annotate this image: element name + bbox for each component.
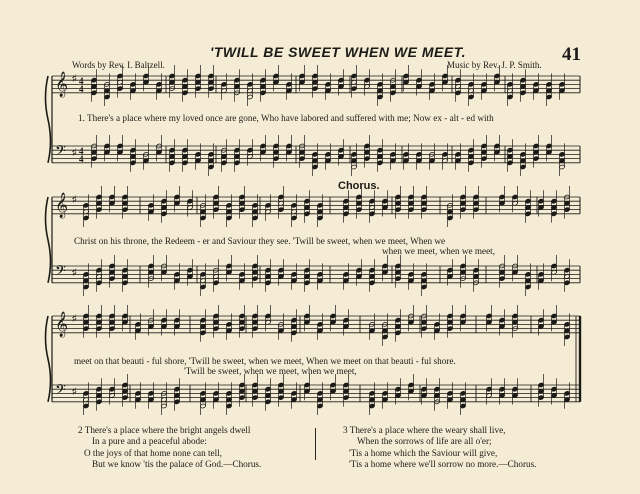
music-credit: Music by Rev. J. P. Smith. <box>447 60 542 70</box>
system-brace <box>46 197 51 283</box>
key-signature-sharp: ♯ <box>72 194 77 204</box>
bass-clef: 𝄢 <box>55 263 66 283</box>
lyrics-line-2: Christ on his throne, the Redeem - er and Saviour they see. 'Twill be sweet, when we meet, When we <box>74 236 446 246</box>
stanza-2-line: But we know 'tis the palace of God.—Chorus. <box>92 458 262 469</box>
system-brace <box>46 76 51 163</box>
stanza-3-line: 'Tis a home which the Saviour will give, <box>349 447 498 458</box>
time-signature-digit: 4 <box>79 154 84 164</box>
chorus-label: Chorus. <box>338 180 380 192</box>
stanza-3-line: When the sorrows of life are all o'er; <box>357 436 492 447</box>
time-signature-digit: 4 <box>79 146 84 156</box>
time-signature-digit: 4 <box>79 76 84 86</box>
treble-clef: 𝄞 <box>55 312 69 337</box>
stanza-2 <box>78 425 261 470</box>
stanza-3 <box>343 425 536 470</box>
stanza-divider <box>315 428 316 460</box>
stanza-3-line: 3 There's a place where the weary shall live, <box>343 425 506 435</box>
words-credit: Words by Rev. I. Baltzell. <box>72 60 165 70</box>
bass-clef: 𝄢 <box>55 382 66 402</box>
page-number: 41 <box>562 44 581 65</box>
key-signature-sharp: ♯ <box>72 147 77 157</box>
lyrics-line-3: meet on that beauti - ful shore, 'Twill be sweet, when we meet, When we meet on that beauti - ful shore. <box>74 356 456 366</box>
hymn-title: 'TWILL BE SWEET WHEN WE MEET. <box>210 44 467 60</box>
key-signature-sharp: ♯ <box>72 313 77 323</box>
stanza-2-line: In a pure and a peaceful abode: <box>92 436 207 447</box>
key-signature-sharp: ♯ <box>72 73 77 83</box>
lyrics-line-2-echo: when we meet, when we meet, <box>382 246 496 256</box>
time-signature-digit: 4 <box>79 84 84 94</box>
stanza-3-line: 'Tis a home where we'll sorrow no more.—Chorus. <box>349 458 537 469</box>
treble-clef: 𝄞 <box>55 193 69 218</box>
lyrics-line-1: 1. There's a place where my loved once are gone, Who have labored and suffered with me; Now ex - alt - ed with <box>78 113 494 123</box>
bass-clef: 𝄢 <box>55 143 66 163</box>
key-signature-sharp: ♯ <box>72 267 77 277</box>
stanza-2-line: 2 There's a place where the bright angels dwell <box>78 425 251 435</box>
lyrics-line-3-echo: 'Twill be sweet, when we meet, when we meet, <box>184 366 357 376</box>
treble-clef: 𝄞 <box>55 72 69 97</box>
stanza-2-line: O the joys of that home none can tell, <box>84 447 223 458</box>
system-brace <box>46 316 51 402</box>
key-signature-sharp: ♯ <box>72 386 77 396</box>
